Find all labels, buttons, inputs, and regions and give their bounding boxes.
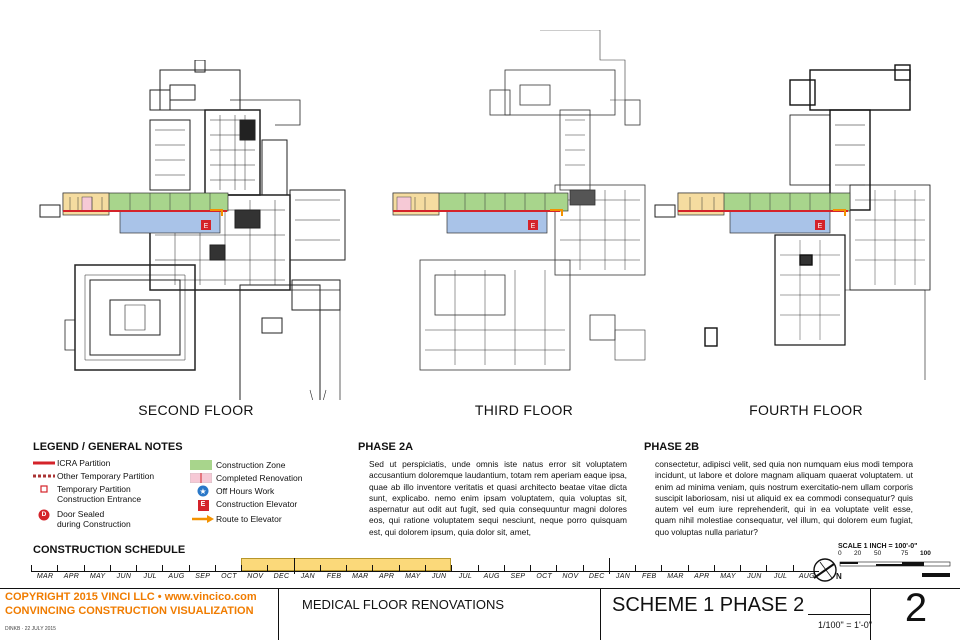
legend-item-elevator xyxy=(190,499,350,511)
schedule-tick xyxy=(766,565,767,572)
schedule-month: MAY xyxy=(89,573,106,580)
legend-item-entrance xyxy=(31,484,191,506)
green-swatch-icon xyxy=(190,460,216,470)
schedule-tick xyxy=(740,565,741,572)
sheet-title: SCHEME 1 PHASE 2 xyxy=(612,594,805,616)
floor-label-second: SECOND FLOOR xyxy=(138,402,254,418)
scale-tick: 0 xyxy=(838,550,842,557)
schedule-month: JAN xyxy=(615,573,631,580)
door-sealed-icon xyxy=(31,509,57,521)
schedule-month: SEP xyxy=(510,573,526,580)
legend-label: Other Temporary Partition xyxy=(57,471,155,481)
schedule-tick xyxy=(294,558,295,574)
schedule-tick xyxy=(583,565,584,572)
project-title: MEDICAL FLOOR RENOVATIONS xyxy=(302,597,505,612)
copyright-text: COPYRIGHT 2015 VINCI LLC • www.vincico.com xyxy=(5,591,257,603)
scale-note: 1/100" = 1'-0" xyxy=(818,620,872,630)
icra-partition-icon xyxy=(31,458,57,468)
schedule-month: JUN xyxy=(747,573,762,580)
scale-bar-graphic xyxy=(838,559,956,581)
schedule-tick xyxy=(530,565,531,572)
schedule-month: NOV xyxy=(562,573,579,580)
plan-second-floor xyxy=(30,60,350,400)
schedule-tick xyxy=(110,565,111,572)
schedule-tick xyxy=(504,565,505,572)
door-marker-letter: D xyxy=(41,511,47,518)
elevator-square-icon xyxy=(190,499,216,511)
footer-divider-2 xyxy=(600,588,601,640)
schedule-timeline xyxy=(31,558,819,586)
schedule-month: APR xyxy=(63,573,80,580)
schedule-tick xyxy=(635,565,636,572)
scale-tick: 75 xyxy=(901,550,909,557)
star-circle-icon xyxy=(190,486,216,496)
legend-label: Door Sealed during Construction xyxy=(57,509,131,529)
schedule-tick xyxy=(215,565,216,572)
schedule-month: JUL xyxy=(773,573,788,580)
legend-label: Off Hours Work xyxy=(216,486,275,496)
phase-2b-title: PHASE 2B xyxy=(644,441,700,453)
sheet-number: 2 xyxy=(904,586,928,630)
orange-arrow-icon xyxy=(190,514,216,524)
schedule-month: JUL xyxy=(458,573,473,580)
schedule-tick xyxy=(714,565,715,572)
schedule-tick xyxy=(688,565,689,572)
legend-label: Temporary Partition Construction Entrance xyxy=(57,484,142,504)
schedule-month: JAN xyxy=(300,573,315,580)
schedule-month: AUG xyxy=(798,573,815,580)
schedule-tick xyxy=(162,565,163,572)
schedule-month: AUG xyxy=(168,573,185,580)
entrance-square-icon xyxy=(31,484,57,494)
legend-item-icra xyxy=(31,458,191,468)
legend-label: Completed Renovation xyxy=(216,473,303,483)
scale-tick: 20 xyxy=(854,550,862,557)
schedule-tick xyxy=(267,565,268,572)
schedule-month: DEC xyxy=(588,573,605,580)
plan-third-floor xyxy=(355,30,655,375)
schedule-month: OCT xyxy=(536,573,553,580)
schedule-month: NOV xyxy=(247,573,264,580)
schedule-tick xyxy=(399,565,400,572)
schedule-month: MAY xyxy=(720,573,736,580)
legend-item-door-sealed xyxy=(31,509,191,531)
schedule-tick xyxy=(84,565,85,572)
schedule-tick xyxy=(346,565,347,572)
legend-title: LEGEND / GENERAL NOTES xyxy=(33,441,183,453)
legend-item-route xyxy=(190,514,350,524)
pink-swatch-icon xyxy=(190,473,216,483)
schedule-tick xyxy=(320,565,321,572)
legend-item-completed xyxy=(190,473,350,483)
scale-tick: 100 xyxy=(920,550,931,557)
legend-item-temporary xyxy=(31,471,191,481)
schedule-months xyxy=(31,558,819,586)
schedule-tick xyxy=(661,565,662,572)
legend-label: Construction Elevator xyxy=(216,499,298,509)
svg-text:★: ★ xyxy=(199,487,207,496)
elevator-marker: E xyxy=(817,223,823,230)
schedule-month: JUN xyxy=(431,573,447,580)
footer-divider-4 xyxy=(808,614,870,615)
schedule-tick xyxy=(31,565,32,572)
scale-bar xyxy=(838,543,956,581)
schedule-month: DEC xyxy=(273,573,290,580)
legend-left-column xyxy=(31,458,191,534)
schedule-month: FEB xyxy=(326,573,342,580)
tagline-text: CONVINCING CONSTRUCTION VISUALIZATION xyxy=(5,605,254,617)
north-letter: N xyxy=(836,572,842,581)
plan-fourth-floor xyxy=(650,60,950,380)
footer-divider-3 xyxy=(870,588,871,640)
floor-label-fourth: FOURTH FLOOR xyxy=(749,402,863,418)
scale-label: SCALE 1 INCH = 100'-0" xyxy=(838,543,918,550)
schedule-tick xyxy=(609,558,610,574)
schedule-month: JUN xyxy=(116,573,132,580)
schedule-tick xyxy=(136,565,137,572)
legend-right-column xyxy=(190,460,350,527)
legend-label: Construction Zone xyxy=(216,460,286,470)
legend-item-construction-zone xyxy=(190,460,350,470)
schedule-month: APR xyxy=(378,573,395,580)
schedule-tick xyxy=(451,565,452,572)
elevator-marker: E xyxy=(203,223,209,230)
schedule-title: CONSTRUCTION SCHEDULE xyxy=(33,544,186,556)
schedule-month: MAR xyxy=(36,573,54,580)
schedule-tick xyxy=(241,565,242,572)
phase-2a-text: Sed ut perspiciatis, unde omnis iste natus error sit voluptatem accusantium doloremque laudantium, totam rem aperiam eaque ipsa, quae ab illo inventore veritatis et quasi architecto beatae vitae dicta sunt, explicabo. nemo enim ipsam voluptatem, quia voluptas sit, aspernatur aut odit aut fugit, sed quia consequuntur magni dolores eos, qui ratione voluptatem sequi nesciunt, neque porro quisquam est, qui dolorem ipsum, quia dolor sit, amet, xyxy=(369,459,627,537)
schedule-month: AUG xyxy=(483,573,500,580)
legend-item-off-hours xyxy=(190,486,350,496)
elevator-marker: E xyxy=(530,223,536,230)
elevator-marker-letter: E xyxy=(200,501,206,508)
schedule-tick xyxy=(189,565,190,572)
schedule-tick xyxy=(556,565,557,572)
schedule-month: MAR xyxy=(667,573,684,580)
schedule-month: APR xyxy=(694,573,710,580)
schedule-tick xyxy=(793,565,794,572)
phase-2b-text: consectetur, adipisci velit, sed quia non numquam eius modi tempora incidunt, ut labore et dolore magnam aliquam quaerat voluptatem. ut enim ad minima veniam, quis nostrum exercitatio-nem ullam corporis suscipit laboriosam, nisi ut aliquid ex ea commodi consequatur? quis autem vel eum iure reprehenderit, qui in ea voluptate velit esse, quam nihil molestiae consequatur, vel illum, qui dolorem eum fugiat, quo voluptas nulla pariatur? xyxy=(655,459,913,537)
schedule-month: SEP xyxy=(195,573,211,580)
schedule-tick xyxy=(372,565,373,572)
scale-tick: 50 xyxy=(874,550,882,557)
legend-label: ICRA Partition xyxy=(57,458,111,468)
footer-rule xyxy=(0,588,960,589)
schedule-month: FEB xyxy=(642,573,657,580)
schedule-month: OCT xyxy=(221,573,237,580)
dashed-partition-icon xyxy=(31,471,57,481)
footer-divider-1 xyxy=(278,588,279,640)
schedule-month: JUL xyxy=(143,573,157,580)
schedule-month: MAY xyxy=(405,573,421,580)
schedule-tick xyxy=(57,565,58,572)
phase-2a-title: PHASE 2A xyxy=(358,441,414,453)
scale-ticks xyxy=(838,550,956,559)
schedule-tick xyxy=(425,565,426,572)
schedule-month: MAR xyxy=(352,573,369,580)
schedule-tick xyxy=(478,565,479,572)
floor-label-third: THIRD FLOOR xyxy=(474,402,574,418)
legend-label: Route to Elevator xyxy=(216,514,282,524)
date-note: DINKB · 22 JULY 2015 xyxy=(5,626,56,632)
